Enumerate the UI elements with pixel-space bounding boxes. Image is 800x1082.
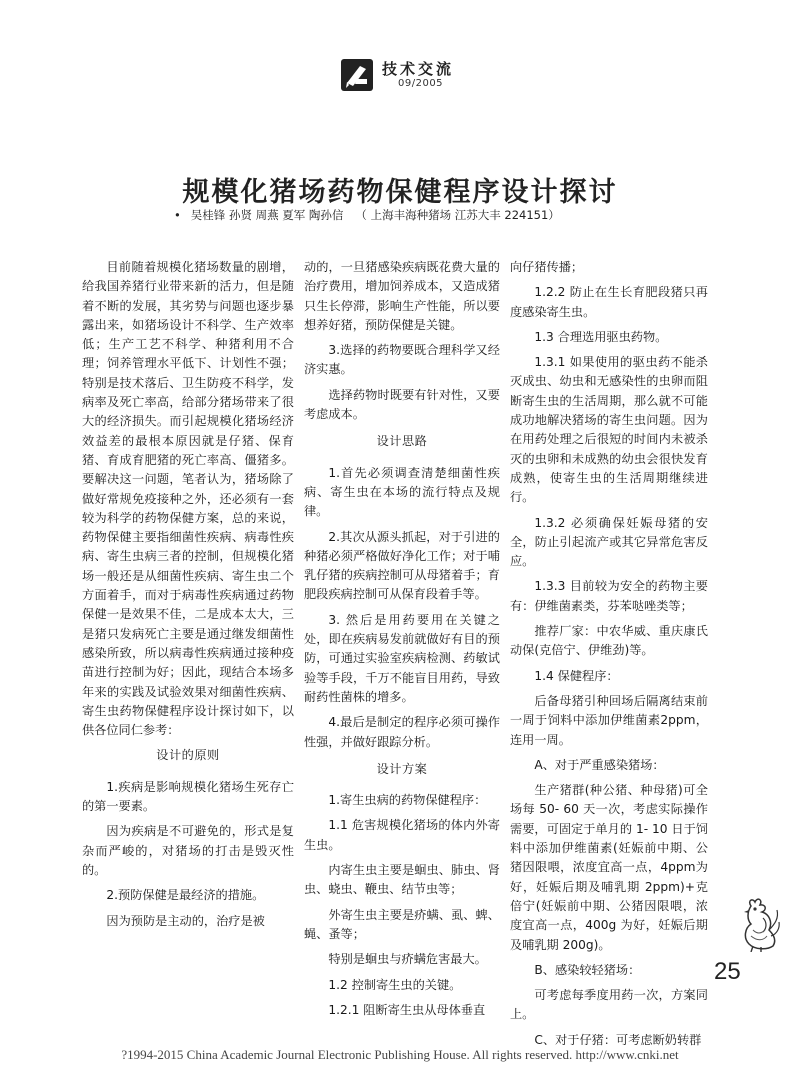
body-column-3 [510, 258, 708, 1056]
section-heading: 设计思路 [376, 434, 428, 449]
technical-exchange-logo-icon [340, 58, 374, 92]
body-paragraph: 因为预防是主动的，治疗是被 [106, 913, 265, 928]
section-heading: 设计的原则 [156, 748, 220, 763]
body-column-1 [82, 258, 294, 937]
body-paragraph: 1.4 保健程序： [534, 668, 619, 683]
authors: 吴桂锋 孙贤 周燕 夏军 陶孙信 [190, 208, 344, 222]
column-name: 技术交流 [382, 60, 455, 78]
body-paragraph: 1.首先必须调查清楚细菌性疾病、寄生虫在本场的流行特点及规律。 [304, 465, 500, 519]
body-paragraph: 生产猪群(种公猪、种母猪)可全场每 50- 60 天一次，考虑实际操作需要，可固定于单月的 1- 10 日于饲料中添加伊维菌素(妊娠前中期、公猪因限喂，浓度宜高一点，4ppm为好，妊娠后期及哺乳期 2ppm)+克倍宁(妊娠前中期、公猪因限喂，浓度宜高一点，400g 为好，妊娠后期及哺乳期 200g)。 [510, 783, 708, 952]
byline-bullet: • [174, 208, 181, 222]
body-paragraph: 1.2.1 阻断寄生虫从母体垂直 [328, 1002, 486, 1017]
body-paragraph: 后备母猪引种回场后隔离结束前一周于饲料中添加伊维菌素2ppm，连用一周。 [510, 693, 708, 747]
body-paragraph: 动的，一旦猪感染疾病既花费大量的治疗费用，增加饲养成本，又造成猪只生长停滞，影响生产性能，所以要想养好猪，预防保健是关键。 [304, 260, 500, 332]
article-title: 规模化猪场药物保健程序设计探讨 [182, 177, 618, 208]
issue-number: 09/2005 [398, 78, 444, 89]
page-number: 25 [714, 958, 741, 985]
body-paragraph: C、对于仔猪：可考虑断奶转群 [534, 1032, 702, 1047]
body-paragraph: 3.选择的药物要既合理科学又经济实惠。 [304, 343, 500, 377]
body-paragraph: 1.2 控制寄生虫的关键。 [328, 977, 462, 992]
affiliation: （ 上海丰海种猪场 江苏大丰 224151） [355, 208, 560, 222]
body-paragraph: 选择药物时既要有针对性，又要考虑成本。 [304, 387, 500, 422]
body-paragraph: 2.预防保健是最经济的措施。 [106, 888, 265, 903]
body-paragraph: 1.3 合理选用驱虫药物。 [534, 329, 668, 344]
body-paragraph: B、感染较轻猪场： [534, 962, 641, 977]
body-paragraph: 特别是蛔虫与疥螨危害最大。 [328, 952, 487, 967]
body-paragraph: 向仔猪传播； [510, 260, 584, 274]
rooster-illustration-icon [733, 896, 781, 952]
journal-header [340, 56, 490, 96]
body-paragraph: 内寄生虫主要是蛔虫、肺虫、肾虫、蛲虫、鞭虫、结节虫等； [304, 863, 500, 897]
body-paragraph: 目前随着规模化猪场数量的剧增，给我国养猪行业带来新的活力，但是随着不断的发展，其劣势与问题也逐步暴露出来，如猪场设计不科学、生产效率低；生产工艺不科学、种猪利用不合理；饲养管理水平低下、计划性不强；特别是技术落后、卫生防疫不科学，发病率及死亡率高，给部分猪场带来了很大的经济损失。而引起规模化猪场经济效益差的最根本原因就是仔猪、保育猪、育成育肥猪的死亡率高、僵猪多。要解决这一问题，笔者认为，猪场除了做好常规免疫接种之外，还必须有一套较为科学的药物保健方案，总的来说，药物保健主要指细菌性疾病、病毒性疾病、寄生虫病三者的控制，但规模化猪场一般还是从细菌性疾病、寄生虫二个方面着手，而对于病毒性疾病通过药物保健一是效果不佳，二是成本太大，三是猪只发病死亡主要是通过继发细菌性感染所致，所以病毒性疾病通过接种疫苗进行控制为好；因此，现结合本场多年来的实践及试验效果对细菌性疾病、寄生虫药物保健程序设计探讨如下，以供各位同仁参考： [82, 260, 294, 738]
body-paragraph: 1.1 危害规模化猪场的体内外寄生虫。 [304, 818, 500, 852]
section-heading: 设计方案 [376, 761, 428, 776]
body-paragraph: 1.3.2 必须确保妊娠母猪的安全，防止引起流产或其它异常危害反应。 [510, 515, 708, 569]
body-column-2 [304, 258, 500, 1026]
body-paragraph: 1.3.1 如果使用的驱虫药不能杀灭成虫、幼虫和无感染性的虫卵而阻断寄生虫的生活周期，那么就不可能成功地解决猪场的寄生虫问题。因为在用药处理之后很短的时间内未被杀灭的虫卵和未成熟的幼虫会很快发育成熟，使寄生虫的生活周期继续进行。 [510, 355, 708, 505]
body-paragraph: 3. 然后是用药要用在关键之处，即在疾病易发前就做好有目的预防，可通过实验室疾病检测、药敏试验等手段，千万不能盲目用药，导致耐药性菌株的增多。 [304, 612, 500, 704]
body-paragraph: 4.最后是制定的程序必须可操作性强，并做好跟踪分析。 [304, 715, 500, 749]
body-paragraph: 1.寄生虫病的药物保健程序： [328, 793, 487, 808]
body-paragraph: 2.其次从源头抓起，对于引进的种猪必须严格做好净化工作；对于哺乳仔猪的疾病控制可从母猪着手；育肥段疾病控制可从保育段着手等。 [304, 529, 500, 602]
body-paragraph: 可考虑每季度用药一次，方案同上。 [510, 988, 708, 1022]
body-paragraph: 1.3.3 目前较为安全的药物主要有：伊维菌素类，芬苯哒唑类等； [510, 579, 708, 613]
body-paragraph: 1.2.2 防止在生长育肥段猪只再度感染寄生虫。 [510, 285, 708, 319]
body-paragraph: 1.疾病是影响规模化猪场生死存亡的第一要素。 [82, 779, 294, 814]
body-paragraph: 外寄生虫主要是疥螨、虱、蜱、蝇、蚤等； [304, 907, 500, 941]
body-paragraph: 因为疾病是不可避免的，形式是复杂而严峻的，对猪场的打击是毁灭性的。 [82, 824, 294, 877]
body-paragraph: A、对于严重感染猪场： [534, 757, 665, 772]
copyright-footer: ?1994-2015 China Academic Journal Electronic Publishing House. All rights reserved. http://www.cnki.net [121, 1047, 679, 1062]
body-paragraph: 推荐厂家：中农华威、重庆康氏动保(克倍宁、伊维劲)等。 [510, 624, 708, 658]
byline [174, 207, 560, 223]
